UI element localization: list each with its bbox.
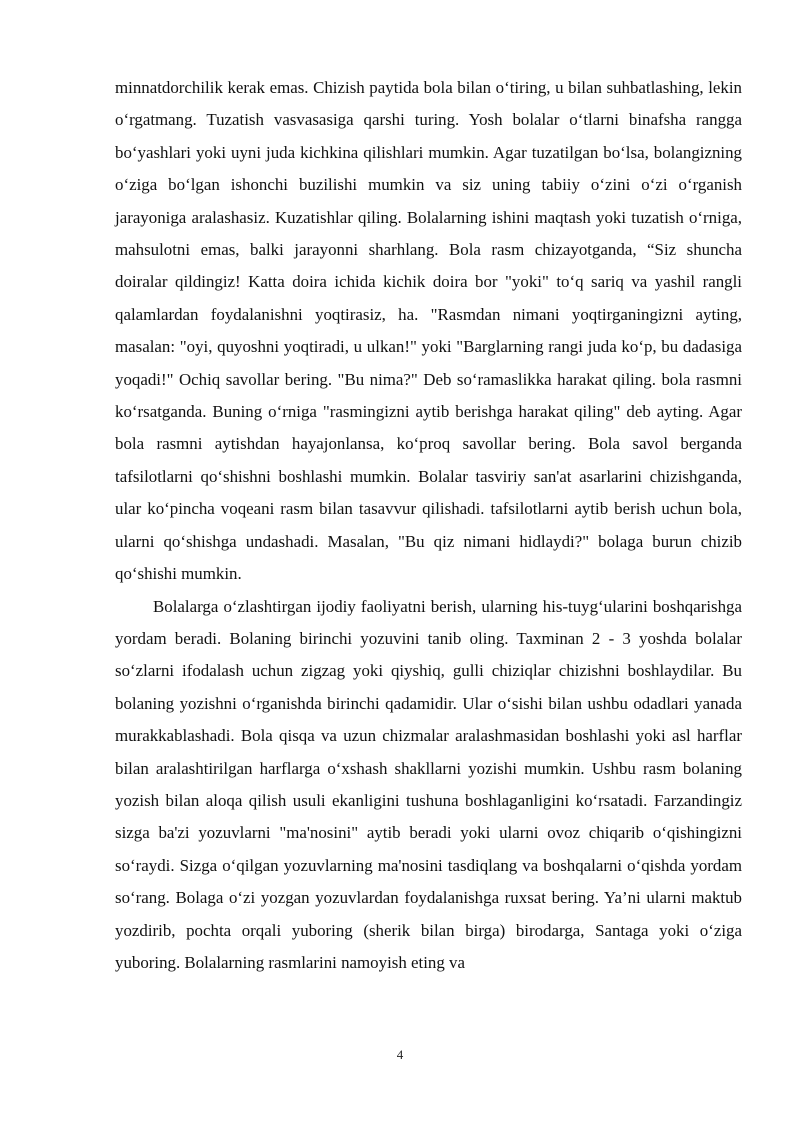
body-paragraph: minnatdorchilik kerak emas. Chizish paytida bola bilan o‘tiring, u bilan suhbatlashing, lekin o‘rgatmang. Tuzatish vasvasasiga qarshi turing. Yosh bolalar o‘tlarni binafsha rangga bo‘yashlari yoki uyni juda kichkina qilishlari mumkin. Agar tuzatilgan bo‘lsa, bolangizning o‘ziga bo‘lgan ishonchi buzilishi mumkin va siz uning tabiiy o‘zini o‘zi o‘rganish jarayoniga aralashasiz. Kuzatishlar qiling. Bolalarning ishini maqtash yoki tuzatish o‘rniga, mahsulotni emas, balki jarayonni sharhlang. Bola rasm chizayotganda, “Siz shuncha doiralar qildingiz! Katta doira ichida kichik doira bor "yoki" to‘q sariq va yashil rangli qalamlardan foydalanishni yoqtirasiz, ha. "Rasmdan nimani yoqtirganingizni ayting, masalan: "oyi, quyoshni yoqtiradi, u ulkan!" yoki "Barglarning rangi juda ko‘p, bu dadasiga yoqadi!" Ochiq savollar bering. "Bu nima?" Deb so‘ramaslikka harakat qiling. bola rasmni ko‘rsatganda. Buning o‘rniga "rasmingizni aytib berishga harakat qiling" deb ayting. Agar bola rasmni aytishdan hayajonlansa, ko‘proq savollar bering. Bola savol berganda tafsilotlarni qo‘shishni boshlashi mumkin. Bolalar tasviriy san'at asarlarini chizishganda, ular ko‘pincha voqeani rasm bilan tasavvur qilishadi. tafsilotlarni aytib berish uchun bola, ularni qo‘shishga undashadi. Masalan, "Bu qiz nimani hidlaydi?" bolaga burun chizib qo‘shishi mumkin. — [115, 78, 742, 584]
page-number: 4 — [396, 1047, 404, 1062]
page-body — [115, 72, 742, 979]
body-paragraph: Bolalarga o‘zlashtirgan ijodiy faoliyatni berish, ularning his-tuyg‘ularini boshqarishga yordam beradi. Bolaning birinchi yozuvini tanib oling. Taxminan 2 - 3 yoshda bolalar so‘zlarni ifodalash uchun zigzag yoki qiyshiq, gulli chiziqlar chizishni boshlaydilar. Bu bolaning yozishni o‘rganishda birinchi qadamidir. Ular o‘sishi bilan ushbu odadlari yanada murakkablashadi. Bola qisqa va uzun chizmalar aralashmasidan boshlashi yoki asl harflar bilan aralashtirilgan harflarga o‘xshash shakllarni yozishi mumkin. Ushbu rasm bolaning yozish bilan aloqa qilish usuli ekanligini tushuna boshlaganligini ko‘rsatadi. Farzandingiz sizga ba'zi yozuvlarni "ma'nosini" aytib beradi yoki ularni ovoz chiqarib o‘qishingizni so‘raydi. Sizga o‘qilgan yozuvlarning ma'nosini tasdiqlang va boshqalarni o‘qishda yordam so‘rang. Bolaga o‘zi yozgan yozuvlardan foydalanishga ruxsat bering. Ya’ni ularni maktub yozdirib, pochta orqali yuboring (sherik bilan birga) birodarga, Santaga yoki o‘ziga yuboring. Bolalarning rasmlarini namoyish eting va — [115, 596, 742, 972]
